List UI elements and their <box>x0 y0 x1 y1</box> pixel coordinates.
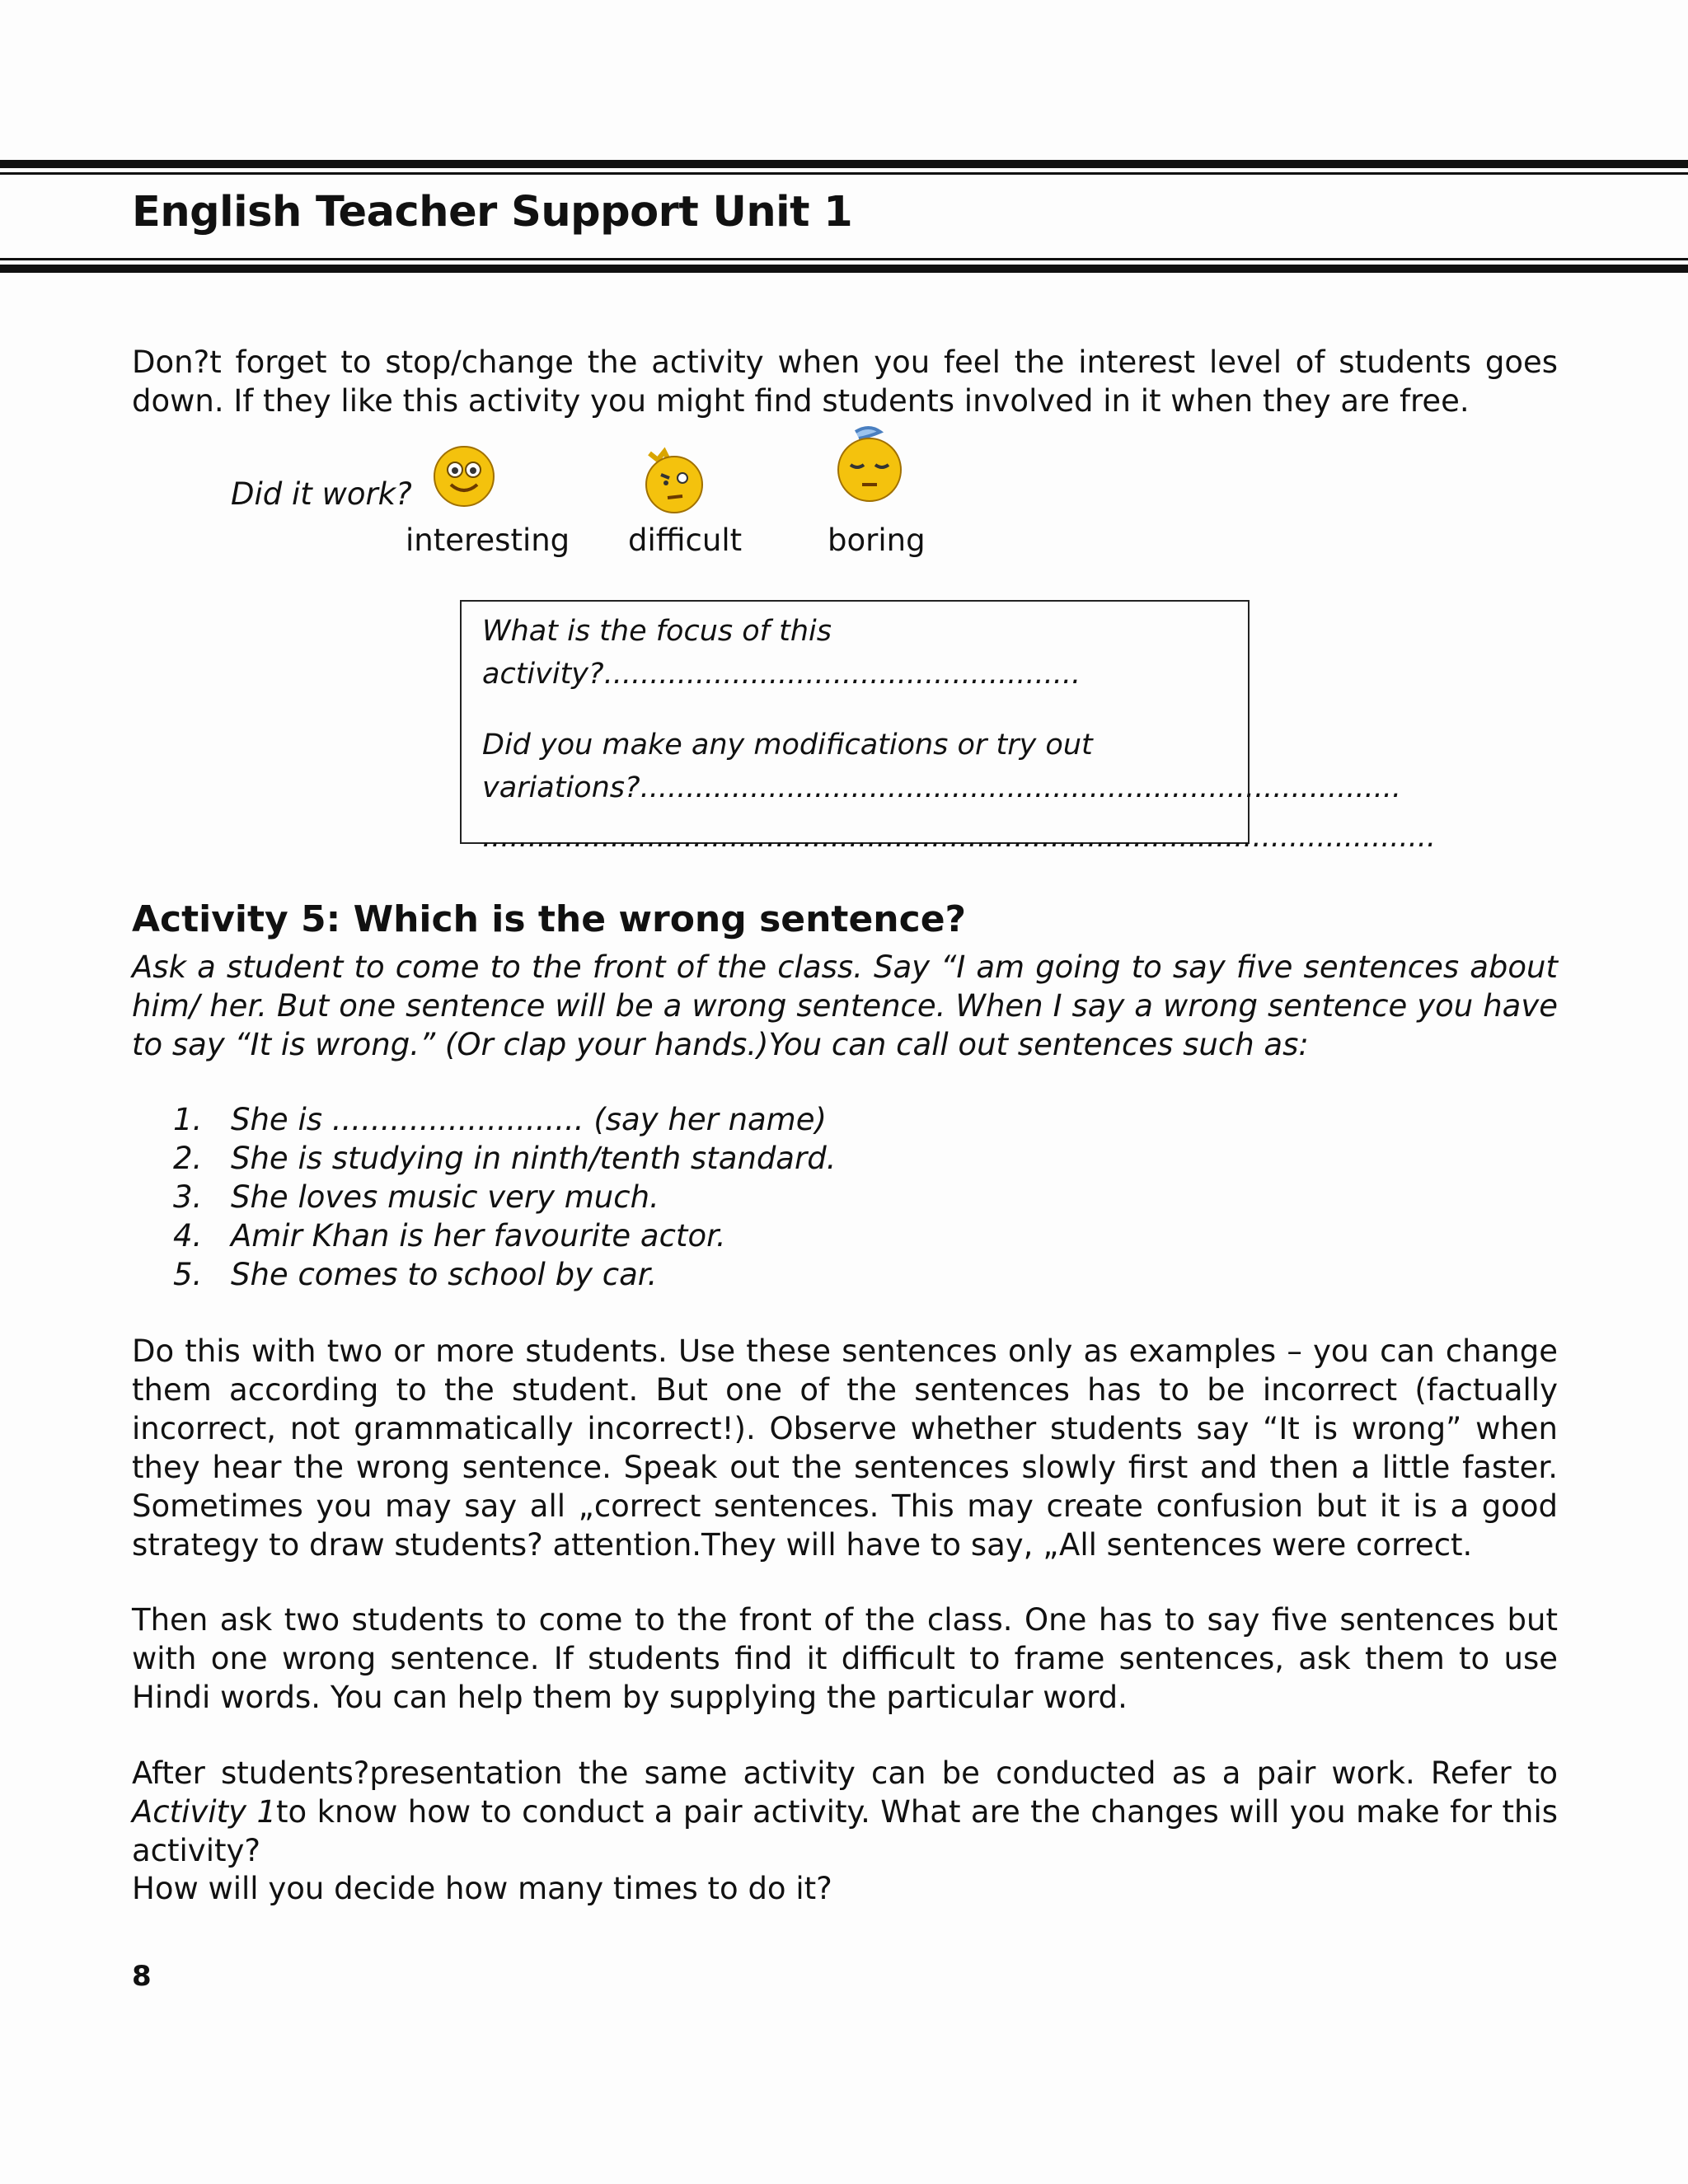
activity-instructions: Ask a student to come to the front of the class. Say “I am going to say five sentences about him/ her. But one sentence will be a wrong sentence. When I say a wrong sentence you have to say “It is wrong.” (Or clap your hands.)You can call out sentences such as: <box>132 949 1558 1062</box>
feedback-question: Did it work? <box>231 476 412 512</box>
sleepy-icon <box>831 422 908 504</box>
list-item: 4. Amir Khan is her favourite actor. <box>173 1218 726 1254</box>
smile-icon <box>431 443 497 509</box>
header-title: English Teacher Support Unit 1 <box>132 188 853 237</box>
activity-paragraph-2: Then ask two students to come to the front of the class. One has to say five sentences but with one wrong sentence. If students find it difficult to frame sentences, ask them to use Hindi words. You can help them by supplying the particular word. <box>132 1602 1558 1715</box>
feedback-label-interesting: interesting <box>406 523 570 558</box>
feedback-label-boring: boring <box>828 523 926 558</box>
reflection-focus-line: What is the focus of this activity?.................................................... <box>482 615 1081 691</box>
activity-reference: Activity 1 <box>132 1794 276 1830</box>
activity-paragraph-1: Do this with two or more students. Use these sentences only as examples – you can change them according to the student. But one of the sentences has to be incorrect (factually incorrect, not grammatically incorrect!). Observe whether students say “It is wrong” when they hear the wrong sentence. Speak out the sentences slowly first and then a little faster. Sometimes you may say all „correct sentences. This may create confusion but it is a good strategy to draw students? attention.They will have to say, „All sentences were correct. <box>132 1333 1558 1563</box>
header-bottom-rule-thin <box>0 258 1688 260</box>
list-item: 3. She loves music very much. <box>173 1179 659 1215</box>
activity-paragraph-3: After students?presentation the same activity can be conducted as a pair work. Refer to Activity 1to know how to conduct a pair activity. What are the changes will you make for this activity? <box>132 1755 1559 1868</box>
reflection-blank-line: ........................................................................................................ <box>482 821 1437 854</box>
example-sentence-list <box>173 1100 836 1294</box>
list-item: 2. She is studying in ninth/tenth standard. <box>173 1141 837 1176</box>
reflection-box <box>460 600 1437 854</box>
feedback-label-difficult: difficult <box>628 523 743 558</box>
activity-paragraph-4: How will you decide how many times to do it? <box>132 1871 832 1906</box>
page-number: 8 <box>132 1960 152 1993</box>
list-item: 1. She is .......................... (say her name) <box>173 1102 827 1137</box>
reflection-modifications-line: Did you make any modifications or try out <box>482 729 1093 762</box>
list-item: 5. She comes to school by car. <box>173 1257 658 1292</box>
intro-paragraph: Don?t forget to stop/change the activity when you feel the interest level of students goes down. If they like this activity you might find students involved in it when they are free. <box>132 344 1558 419</box>
activity-heading: Activity 5: Which is the wrong sentence? <box>132 898 967 940</box>
reflection-variations-line: variations?................................................................................... <box>482 771 1401 804</box>
confused-icon <box>633 442 710 516</box>
header-bottom-rule-thick <box>0 265 1688 273</box>
header-top-rule-thick <box>0 160 1688 168</box>
header-top-rule-thin <box>0 172 1688 175</box>
